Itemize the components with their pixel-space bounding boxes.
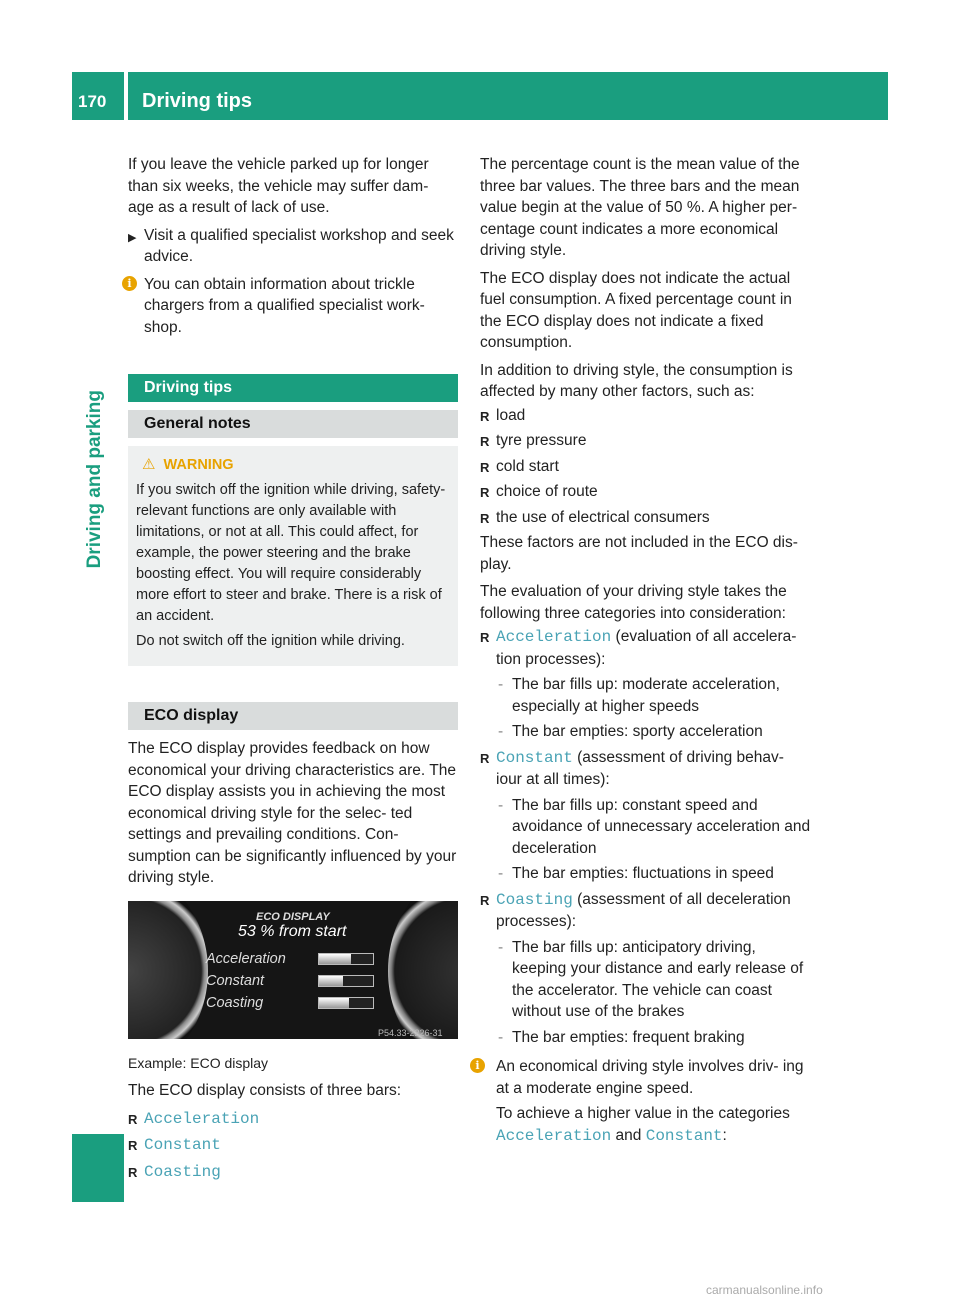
percentage-paragraph: The percentage count is the mean value of the three bar values. The three bars and the mean value begin at the value of 50 %. A higher per- centage count indicates a more economical driving style. [480,156,800,259]
sub-item: - The bar empties: frequent braking [498,1028,745,1046]
section-heading-driving-tips: Driving tips [128,374,458,402]
warning-text: If you switch off the ignition while driving, safety-relevant functions are only available with limitations, or not at all. This could affect, for example, the power steering and the brake boosting effect. You will require considerably more effort to steer and brake. There is a risk of an accident. [136,482,446,624]
eco-display-image [128,901,458,1039]
info-icon: i [470,1058,485,1073]
eco-image-row-coasting: Coasting [206,994,264,1011]
eco-image-row-constant: Constant [206,972,265,989]
subsection-heading-eco-display: ECO display [128,702,458,730]
eco-bar-coasting [318,997,374,1009]
factors-intro: In addition to driving style, the consumption is affected by many other factors, such as: [480,361,793,400]
action-step [128,225,458,268]
arrow-right-icon: ▶ [128,231,137,244]
eco-intro-paragraph: The ECO display provides feedback on how economical your driving characteristics are. The ECO display assists you in achieving the most economical driving style for the selec- ted settings and prevailing conditions. Con- sumption can be significantly influenced by your driving style. [128,740,457,886]
subsection-heading-general-notes: General notes [128,410,458,438]
info-text: You can obtain information about trickle chargers from a qualified specialist work- shop. [144,275,425,336]
chapter-tab-label: Driving and parking [84,390,105,569]
list-item: R tyre pressure [480,432,587,449]
eco-bar-constant [318,975,374,987]
info-note-continued: To achieve a higher value in the categories Acceleration and Constant: [496,1105,790,1145]
list-item: R choice of route [480,483,598,500]
category-item: R Constant (assessment of driving behav- iour at all times): [480,748,784,788]
eco-bar-acceleration [318,953,374,965]
list-item: R load [480,406,526,424]
list-item: R Constant [128,1136,221,1154]
bars-intro: The ECO display consists of three bars: [128,1082,402,1099]
action-text: Visit a qualified specialist workshop and seek advice. [144,226,454,265]
sub-item: - The bar fills up: constant speed and avoidance of unnecessary acceleration and deceleration [498,796,811,857]
fuel-paragraph: The ECO display does not indicate the actual fuel consumption. A fixed percentage count in the ECO display does not indicate a fixed consumption. [480,269,792,351]
right-column [475,154,813,1153]
info-icon: i [122,276,137,291]
left-column [128,154,458,1187]
warning-instruction: Do not switch off the ignition while driving. [136,633,405,649]
right-gauge-dial [388,901,458,1039]
evaluation-intro: The evaluation of your driving style takes the following three categories into consideration: [480,583,787,622]
info-note: i An economical driving style involves driv- ing at a moderate engine speed. [480,1056,813,1099]
sub-item: - The bar empties: fluctuations in speed [498,865,774,882]
header-separator [124,72,128,120]
warning-label: WARNING [163,457,234,473]
list-item: R the use of electrical consumers [480,508,710,526]
page-number: 170 [78,92,107,111]
list-item: R cold start [480,457,559,475]
warning-triangle-icon: ⚠ [142,456,156,473]
sub-item: - The bar fills up: anticipatory driving, keeping your distance and early release of the accelerator. The vehicle can coast without use of the brakes [498,938,804,1020]
image-reference-code: P54.33-2226-31 [378,1027,443,1038]
left-gauge-dial [128,901,208,1039]
factors-note: These factors are not included in the ECO dis- play. [480,534,798,573]
sub-item: - The bar fills up: moderate acceleration, especially at higher speeds [498,676,780,715]
list-item: R Coasting [128,1162,221,1181]
category-item: R Coasting (assessment of all deceleration processes): [480,890,791,930]
chapter-tab-marker [72,1134,124,1202]
warning-box [128,446,458,666]
page-title: Driving tips [142,90,253,112]
eco-image-percentage: 53 % from start [238,922,347,940]
info-note [128,274,458,339]
sub-item: - The bar empties: sporty acceleration [498,723,763,740]
watermark-footer: carmanualsonline.info [706,1283,823,1297]
list-item: R Acceleration [128,1109,260,1128]
eco-image-row-acceleration: Acceleration [206,950,286,967]
intro-paragraph: If you leave the vehicle parked up for longer than six weeks, the vehicle may suffer dam- age as a result of lack of use. [128,156,429,216]
image-caption: Example: ECO display [128,1054,269,1071]
category-item: R Acceleration (evaluation of all accelera- tion processes): [480,628,797,668]
eco-image-header: ECO DISPLAY [256,910,330,923]
